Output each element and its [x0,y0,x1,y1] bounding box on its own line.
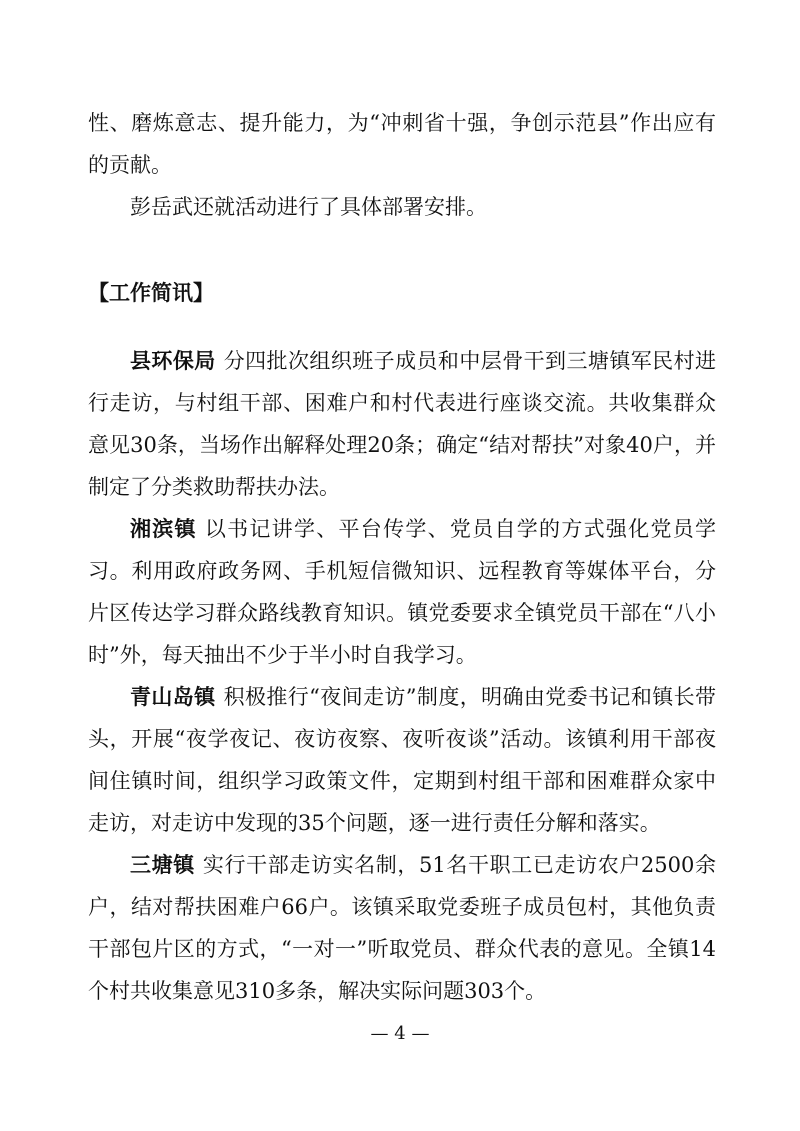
brief-text: 积极推行“夜间走访”制度，明确由党委书记和镇长带头，开展“夜学夜记、夜访夜察、夜听夜谈”活动。该镇利用干部夜间住镇时间，组织学习政策文件，定期到村组干部和困难群众家中走访，对走访中发现的35个问题，逐一进行责任分解和落实。 [88,685,716,835]
brief-org-name: 湘滨镇 [130,517,197,541]
intro-continuation-paragraph: 性、磨炼意志、提升能力，为“冲刺省十强，争创示范县”作出应有的贡献。 [88,111,716,177]
deployment-paragraph: 彭岳武还就活动进行了具体部署安排。 [130,195,487,219]
page-number: — 4 — [370,1023,430,1044]
brief-org-name: 县环保局 [130,349,216,373]
brief-org-name: 三塘镇 [130,853,195,877]
brief-text: 实行干部走访实名制，51名干职工已走访农户2500余户，结对帮扶困难户66户。该镇采取党委班子成员包村，其他负责干部包片区的方式，“一对一”听取党员、群众代表的意见。全镇14个村共收集意见310多条，解决实际问题303个。 [88,853,716,1003]
brief-paragraph-env-bureau [88,340,716,508]
brief-paragraph-santang [88,844,716,1012]
brief-paragraph-qingshandao [88,676,716,844]
brief-text: 以书记讲学、平台传学、党员自学的方式强化党员学习。利用政府政务网、手机短信微知识、远程教育等媒体平台，分片区传达学习群众路线教育知识。镇党委要求全镇党员干部在“八小时”外，每天抽出不少于半小时自我学习。 [88,517,717,667]
brief-text: 分四批次组织班子成员和中层骨干到三塘镇军民村进行走访，与村组干部、困难户和村代表进行座谈交流。共收集群众意见30条，当场作出解释处理20条；确定“结对帮扶”对象40户，并制定了分类救助帮扶办法。 [88,349,717,499]
section-heading: 【工作简讯】 [88,281,214,305]
brief-org-name: 青山岛镇 [130,685,216,709]
brief-paragraph-xiangbin [88,508,716,676]
